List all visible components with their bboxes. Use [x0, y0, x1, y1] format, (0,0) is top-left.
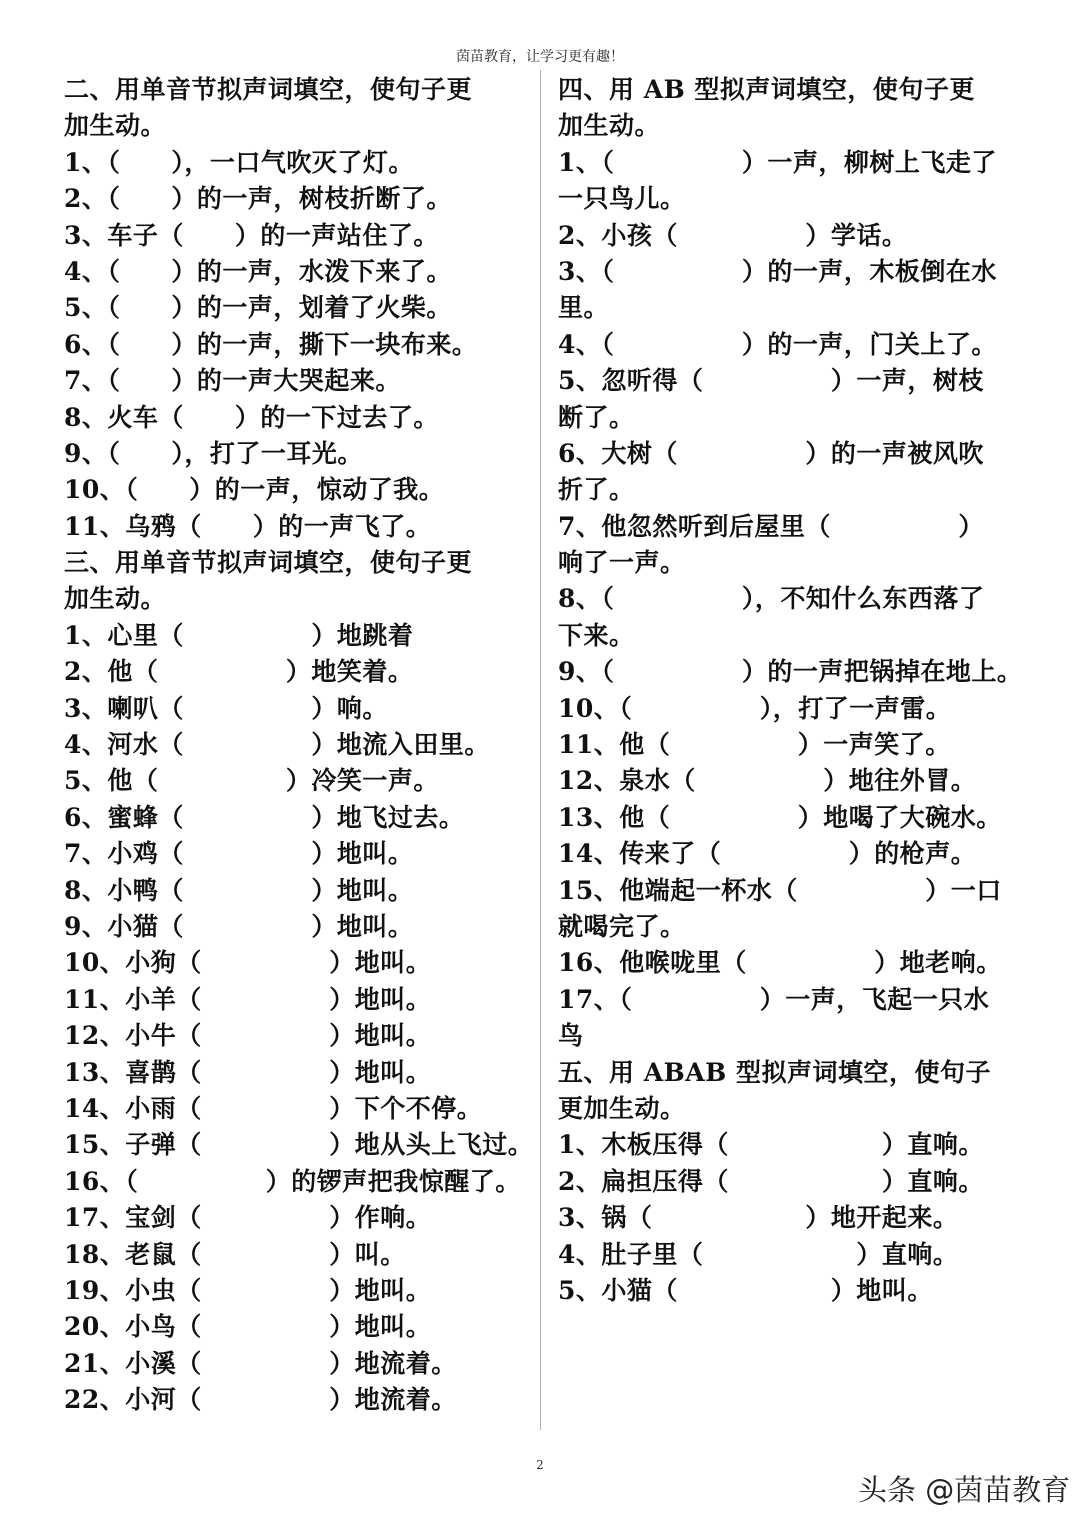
left-column — [64, 72, 534, 1418]
text-line: 15、他端起一杯水（ ）一口 — [558, 875, 1002, 905]
text-line: 更加生动。 — [558, 1093, 686, 1123]
text-line: 2、（ ）的一声，树枝折断了。 — [64, 184, 452, 214]
text-line: 22、小河（ ）地流着。 — [64, 1385, 457, 1415]
text-line: 5、（ ）的一声，划着了火柴。 — [64, 293, 452, 323]
text-line: 2、他（ ）地笑着。 — [64, 657, 414, 687]
text-line: 3、车子（ ）的一声站住了。 — [64, 220, 439, 250]
text-line: 五、用 ABAB 型拟声词填空，使句子 — [558, 1057, 991, 1087]
text-line: 1、（ ），一口气吹灭了灯。 — [64, 147, 414, 177]
text-line: 15、子弹（ ）地从头上飞过。 — [64, 1130, 534, 1160]
text-line: 18、老鼠（ ）叫。 — [64, 1239, 406, 1269]
text-line: 20、小鸟（ ）地叫。 — [64, 1312, 432, 1342]
text-line: 11、他（ ）一声笑了。 — [558, 730, 951, 760]
text-line: 7、他忽然听到后屋里（ ） — [558, 511, 984, 541]
text-line: 16、他喉咙里（ ）地老响。 — [558, 948, 1002, 978]
text-line: 断了。 — [558, 402, 635, 432]
text-line: 8、火车（ ）的一下过去了。 — [64, 402, 439, 432]
text-line: 折了。 — [558, 475, 635, 505]
text-line: 7、（ ）的一声大哭起来。 — [64, 366, 401, 396]
text-line: 9、（ ），打了一耳光。 — [64, 438, 363, 468]
text-line: 二、用单音节拟声词填空，使句子更 — [64, 75, 473, 104]
text-line: 14、小雨（ ）下个不停。 — [64, 1093, 483, 1123]
text-line: 1、（ ）一声，柳树上飞走了 — [558, 147, 997, 177]
text-line: 4、（ ）的一声，门关上了。 — [558, 329, 997, 359]
text-line: 17、宝剑（ ）作响。 — [64, 1203, 432, 1233]
text-line: 5、小猫（ ）地叫。 — [558, 1275, 933, 1305]
column-divider — [540, 70, 541, 1430]
text-line: 一只鸟儿。 — [558, 184, 686, 214]
text-line: 6、大树（ ）的一声被风吹 — [558, 438, 984, 468]
text-line: 9、（ ）的一声把锅掉在地上。 — [558, 657, 1023, 687]
text-line: 10、（ ），打了一声雷。 — [558, 693, 952, 723]
text-line: 响了一声。 — [558, 548, 686, 578]
text-line: 4、（ ）的一声，水泼下来了。 — [64, 256, 452, 286]
text-line: 9、小猫（ ）地叫。 — [64, 911, 414, 941]
text-line: 8、（ ），不知什么东西落了 — [558, 584, 985, 614]
text-line: 6、（ ）的一声，撕下一块布来。 — [64, 329, 478, 359]
page-header: 茵苗教育，让学习更有趣！ — [456, 49, 624, 65]
text-line: 3、（ ）的一声，木板倒在水 — [558, 256, 997, 286]
text-line: 5、忽听得（ ）一声，树枝 — [558, 366, 984, 396]
text-line: 11、小羊（ ）地叫。 — [64, 984, 432, 1014]
text-line: 21、小溪（ ）地流着。 — [64, 1348, 457, 1378]
text-line: 14、传来了（ ）的枪声。 — [558, 839, 977, 869]
text-line: 11、乌鸦（ ）的一声飞了。 — [64, 511, 432, 541]
right-column — [558, 72, 1023, 1309]
text-line: 4、肚子里（ ）直响。 — [558, 1239, 959, 1269]
text-line: 5、他（ ）冷笑一声。 — [64, 766, 439, 796]
text-line: 1、心里（ ）地跳着 — [64, 620, 414, 650]
text-line: 1、木板压得（ ）直响。 — [558, 1130, 984, 1160]
text-line: 2、小孩（ ）学话。 — [558, 220, 908, 250]
watermark: 头条 @茵苗教育 — [858, 1473, 1071, 1507]
text-line: 3、喇叭（ ）响。 — [64, 693, 388, 723]
text-line: 加生动。 — [64, 111, 167, 141]
text-line: 10、（ ）的一声，惊动了我。 — [64, 475, 445, 505]
text-line: 12、小牛（ ）地叫。 — [64, 1021, 432, 1051]
text-line: 下来。 — [558, 620, 635, 650]
text-line: 里。 — [558, 293, 610, 323]
text-line: 7、小鸡（ ）地叫。 — [64, 839, 414, 869]
page-number: 2 — [536, 1458, 544, 1472]
text-line: 就喝完了。 — [558, 911, 686, 941]
text-line: 2、扁担压得（ ）直响。 — [558, 1166, 984, 1196]
text-line: 4、河水（ ）地流入田里。 — [64, 730, 490, 760]
text-line: 加生动。 — [64, 584, 167, 614]
text-line: 10、小狗（ ）地叫。 — [64, 948, 432, 978]
text-line: 8、小鸭（ ）地叫。 — [64, 875, 414, 905]
text-line: 加生动。 — [558, 111, 661, 141]
text-line: 19、小虫（ ）地叫。 — [64, 1275, 432, 1305]
text-line: 13、喜鹊（ ）地叫。 — [64, 1057, 432, 1087]
text-line: 16、（ ）的锣声把我惊醒了。 — [64, 1166, 521, 1196]
text-line: 17、（ ）一声，飞起一只水 — [558, 984, 990, 1014]
text-line: 鸟 — [558, 1021, 584, 1051]
text-line: 四、用 AB 型拟声词填空，使句子更 — [558, 75, 975, 104]
text-line: 6、蜜蜂（ ）地飞过去。 — [64, 802, 465, 832]
text-line: 3、锅（ ）地开起来。 — [558, 1203, 959, 1233]
text-line: 三、用单音节拟声词填空，使句子更 — [64, 548, 473, 578]
text-line: 13、他（ ）地喝了大碗水。 — [558, 802, 1002, 832]
text-line: 12、泉水（ ）地往外冒。 — [558, 766, 977, 796]
